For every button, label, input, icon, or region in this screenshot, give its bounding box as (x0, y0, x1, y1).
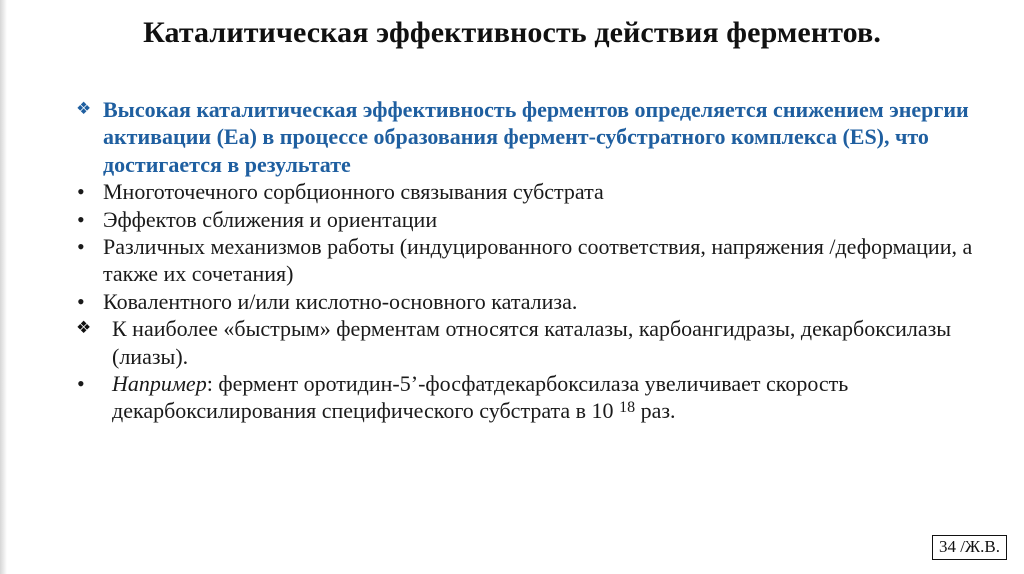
list-item-text: Ковалентного и/или кислотно-основного катализа. (103, 288, 578, 314)
list-item-text: Многоточечного сорбционного связывания субстрата (103, 179, 604, 205)
bullet-icon: • (77, 179, 85, 205)
example-text (112, 371, 848, 423)
diamond-list-item (76, 315, 976, 370)
diamond-item-text: К наиболее «быстрым» ферментам относятся каталазы, карбоангидразы, декарбоксилазы (лиазы). (112, 316, 952, 369)
slide-title: Каталитическая эффективность действия ферментов. (143, 16, 881, 49)
list-item-text: Эффектов сближения и ориентации (103, 206, 438, 232)
bullet-icon: • (77, 234, 85, 260)
slide-content (76, 96, 976, 425)
exponent: 18 (619, 399, 636, 417)
left-edge-shadow (0, 0, 7, 574)
page-number-box: 34 /Ж.В. (932, 535, 1007, 560)
list-item (76, 288, 976, 315)
diamond-bullet-icon: ❖ (76, 318, 92, 339)
example-emphasis: Например (112, 371, 207, 397)
list-item-text: Различных механизмов работы (индуцированного соответствия, напряжения /деформации, а также их сочетания) (103, 234, 973, 287)
bullet-icon: • (77, 371, 85, 397)
list-item (76, 178, 976, 205)
list-item (76, 233, 976, 288)
list-item (76, 206, 976, 233)
bullet-icon: • (77, 206, 85, 232)
example-tail: раз. (635, 398, 676, 424)
lead-text: Высокая каталитическая эффективность ферментов определяется снижением энергии активации (Ea) в процессе образования фермент-субстратного комплекса (ES), что достигается в результате (103, 97, 969, 177)
lead-paragraph (76, 96, 976, 178)
bullet-icon: • (77, 288, 85, 314)
example-body: : фермент оротидин-5’-фосфатдекарбоксилаза увеличивает скорость декарбоксилирования специфического субстрата в 10 (112, 371, 849, 424)
diamond-bullet-icon: ❖ (76, 99, 92, 119)
example-list-item (76, 370, 976, 425)
